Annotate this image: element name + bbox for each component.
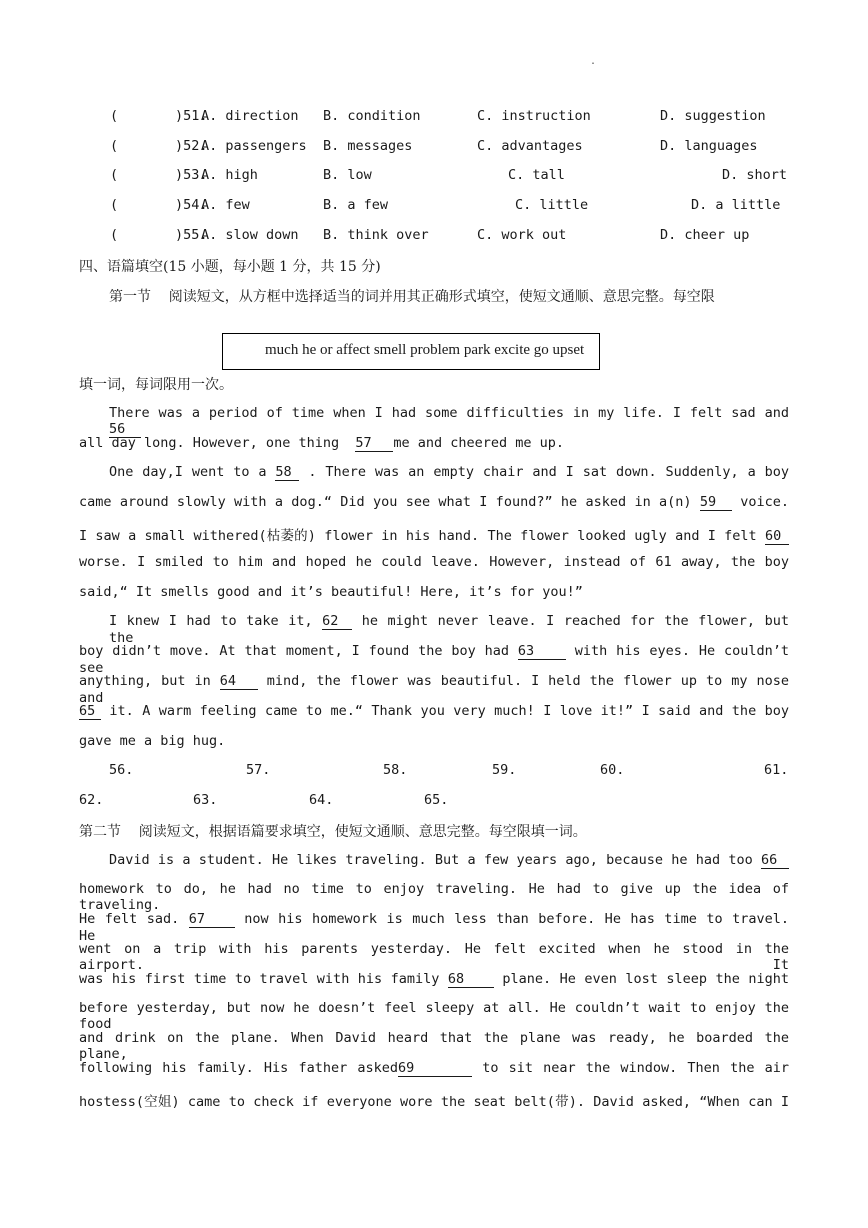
answer-number: 58. [383, 762, 408, 778]
blank-64: 64 [220, 674, 258, 690]
passage2-line [79, 911, 789, 944]
text: it. A warm feeling came to me.“ Thank you very much! I love it!” I said and the boy [109, 703, 789, 719]
text: now his homework is much less than before. He has time to travel. He [79, 911, 789, 944]
blank-58: 58 [275, 465, 299, 481]
option-d: D. languages [660, 138, 758, 154]
passage2-line [79, 1060, 789, 1077]
blank-66: 66 [761, 853, 789, 869]
passage2-line: homework to do, he had no time to enjoy traveling. He had to give up the idea of traveling. [79, 881, 789, 913]
option-c: C. little [515, 197, 589, 213]
passage2-line [79, 971, 789, 988]
passage1-line: worse. I smiled to him and hoped he could leave. However, instead of 61 away, the boy [79, 554, 789, 570]
text: plane. He even lost sleep the night [502, 971, 789, 987]
option-a: A. passengers [201, 138, 307, 154]
blank-56: 56 [109, 422, 141, 438]
part1-heading: 第一节 阅读短文，从方框中选择适当的词并用其正确形式填空，使短文通顺、意思完整。每空限 [109, 289, 715, 305]
mcq-row-51 [0, 108, 868, 128]
passage1-line [79, 435, 564, 452]
text: me and cheered me up. [393, 435, 565, 451]
text: There was a period of time when I had some difficulties in my life. I felt sad and [109, 405, 789, 421]
option-d: D. cheer up [660, 227, 750, 243]
passage1-line [109, 613, 789, 646]
option-c: C. advantages [477, 138, 583, 154]
option-b: B. condition [323, 108, 421, 124]
blank-69: 69 [398, 1061, 472, 1077]
text: One day,I went to a [109, 464, 267, 480]
option-d: D. short [722, 167, 788, 183]
answer-number: 60. [600, 762, 625, 778]
part1-heading-continued: 填一词，每词限用一次。 [79, 377, 233, 393]
option-d: D. suggestion [660, 108, 766, 124]
question-number: ( )53. [110, 167, 208, 183]
answer-number: 63. [193, 792, 218, 808]
passage1-line: gave me a big hug. [79, 733, 226, 749]
option-b: B. a few [323, 197, 389, 213]
passage1-line [79, 524, 789, 545]
mcq-row-53 [0, 167, 868, 187]
question-number: ( )55. [110, 227, 208, 243]
passage1-line [79, 673, 789, 706]
passage1-line: said,“ It smells good and it’s beautiful! Here, it’s for you!” [79, 584, 583, 600]
option-a: A. direction [201, 108, 299, 124]
page-dot: . [590, 56, 597, 67]
mcq-row-52 [0, 138, 868, 158]
mcq-row-55 [0, 227, 868, 247]
passage1-line [109, 405, 789, 438]
blank-65: 65 [79, 704, 101, 720]
text: I saw a small withered(枯萎的) flower in his hand. The flower looked ugly and I felt [79, 528, 757, 544]
text: anything, but in [79, 673, 211, 689]
text: all day long. However, one thing [79, 435, 340, 451]
text: to sit near the window. Then the air [482, 1060, 789, 1076]
option-d: D. a little [691, 197, 781, 213]
option-c: C. instruction [477, 108, 591, 124]
part2-heading: 第二节 阅读短文，根据语篇要求填空，使短文通顺、意思完整。每空限填一词。 [79, 824, 587, 840]
option-a: A. slow down [201, 227, 299, 243]
section-title: 四、语篇填空(15 小题，每小题 1 分，共 15 分) [79, 259, 381, 275]
blank-63: 63 [518, 644, 566, 660]
blank-62: 62 [322, 614, 352, 630]
question-number: ( )52. [110, 138, 208, 154]
blank-60: 60 [765, 529, 789, 545]
question-number: ( )54. [110, 197, 208, 213]
answer-number: 59. [492, 762, 517, 778]
passage1-line [79, 643, 789, 676]
blank-67: 67 [189, 912, 235, 928]
option-c: C. tall [508, 167, 565, 183]
question-number: ( )51. [110, 108, 208, 124]
blank-59: 59 [700, 495, 732, 511]
text: . There was an empty chair and I sat down. Suddenly, a boy [308, 464, 789, 480]
text: voice. [740, 494, 789, 510]
text: David is a student. He likes traveling. But a few years ago, because he had too [109, 852, 753, 868]
text: boy didn’t move. At that moment, I found the boy had [79, 643, 509, 659]
word-box-text: much he or affect smell problem park excite go upset [265, 342, 585, 358]
text: I knew I had to take it, [109, 613, 313, 629]
passage2-line: went on a trip with his parents yesterday. He felt excited when he stood in the airport. It [79, 941, 789, 973]
text: mind, the flower was beautiful. I held the flower up to my nose and [79, 673, 789, 706]
passage2-line: hostess(空姐) came to check if everyone wore the seat belt(带). David asked, “When can I [79, 1094, 789, 1110]
text: he might never leave. I reached for the flower, but the [109, 613, 789, 646]
answer-number: 56. [109, 762, 134, 778]
passage2-line: and drink on the plane. When David heard that the plane was ready, he boarded the plane, [79, 1030, 789, 1062]
answer-number: 62. [79, 792, 104, 808]
passage1-line [109, 464, 789, 481]
option-c: C. work out [477, 227, 567, 243]
answer-number: 61. [764, 762, 789, 778]
text: following his family. His father asked [79, 1060, 399, 1076]
blank-68: 68 [448, 972, 494, 988]
option-b: B. low [323, 167, 372, 183]
word-box [222, 333, 600, 370]
answer-number: 64. [309, 792, 334, 808]
passage2-line: before yesterday, but now he doesn’t feel sleepy at all. He couldn’t wait to enjoy the food [79, 1000, 789, 1032]
option-b: B. think over [323, 227, 429, 243]
option-b: B. messages [323, 138, 413, 154]
mcq-row-54 [0, 197, 868, 217]
passage1-line [79, 703, 789, 720]
option-a: A. high [201, 167, 258, 183]
passage1-line [79, 494, 789, 511]
answer-number: 57. [246, 762, 271, 778]
text: He felt sad. [79, 911, 180, 927]
answer-number: 65. [424, 792, 449, 808]
text: came around slowly with a dog.“ Did you see what I found?” he asked in a(n) [79, 494, 692, 510]
text: with his eyes. He couldn’t see [79, 643, 789, 676]
blank-57: 57 [355, 436, 393, 452]
passage2-line [109, 852, 789, 869]
text: was his first time to travel with his family [79, 971, 440, 987]
option-a: A. few [201, 197, 250, 213]
